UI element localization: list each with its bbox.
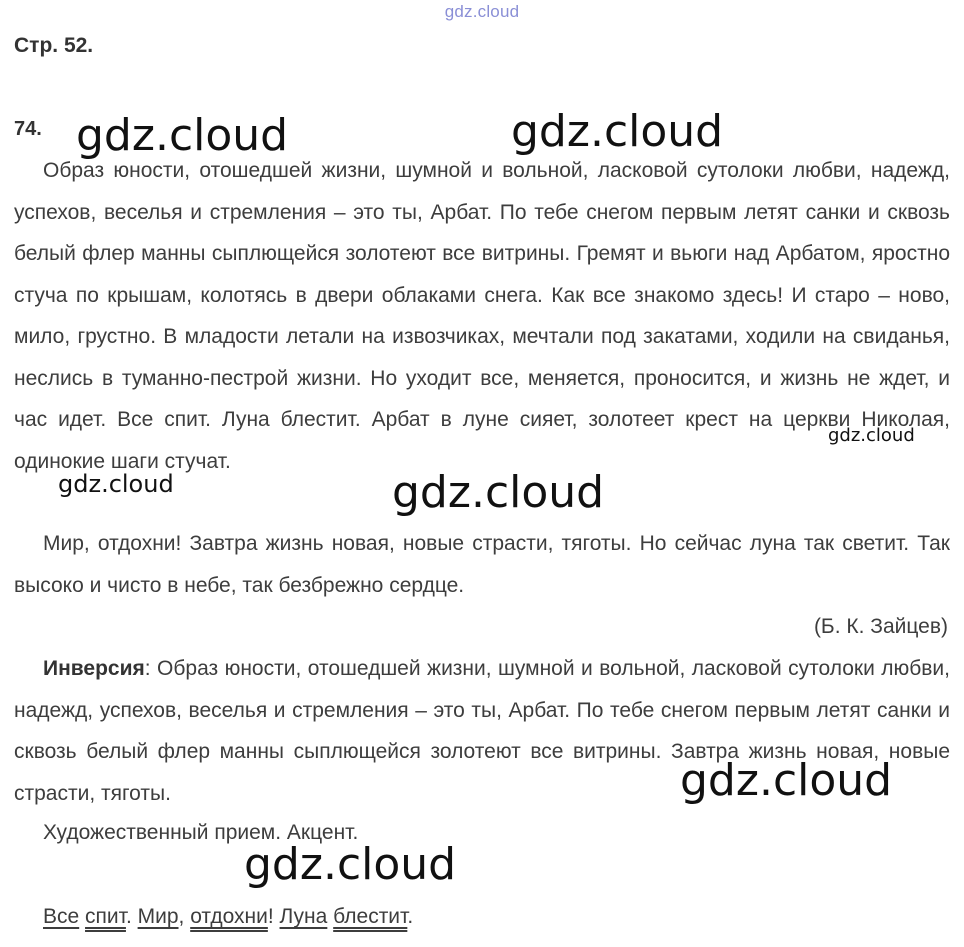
inversion-label: Инверсия bbox=[43, 657, 145, 680]
watermark-6: gdz.cloud bbox=[680, 755, 893, 806]
punct-dot-2: . bbox=[407, 905, 414, 928]
page-number: Стр. 52. bbox=[14, 34, 94, 57]
artistic-device: Художественный прием. Акцент. bbox=[43, 821, 359, 844]
watermark-1: gdz.cloud bbox=[76, 110, 289, 161]
punct-excl: ! bbox=[267, 905, 280, 928]
punct-dot-1: . bbox=[125, 905, 138, 928]
punct-comma: , bbox=[178, 905, 191, 928]
watermark-3: gdz.cloud bbox=[828, 425, 915, 446]
sentence-analysis bbox=[43, 896, 413, 938]
watermark-7: gdz.cloud bbox=[244, 839, 457, 890]
subject-1: Все bbox=[43, 905, 80, 928]
paragraph-2-text: Мир, отдохни! Завтра жизнь новая, новые страсти, тяготы. Но сейчас луна так светит. Так высоко и чисто в небе, так безбрежно сердце. bbox=[14, 532, 950, 597]
watermark-4: gdz.cloud bbox=[58, 470, 174, 498]
exercise-number: 74. bbox=[14, 118, 42, 140]
predicate-3: блестит bbox=[333, 905, 408, 928]
paragraph-1 bbox=[14, 150, 950, 482]
predicate-1: спит bbox=[85, 905, 126, 928]
site-watermark: gdz.cloud bbox=[444, 2, 520, 21]
predicate-2: отдохни bbox=[190, 905, 268, 928]
paragraph-2 bbox=[14, 523, 950, 606]
author-attribution: (Б. К. Зайцев) bbox=[813, 615, 948, 638]
paragraph-1-text: Образ юности, отошедшей жизни, шумной и вольной, ласковой сутолоки любви, надежд, успехов, веселья и стремления – это ты, Арбат. По тебе снегом первым летят санки и сквозь белый флер манны сыплющейся золотеют все витрины. Гремят и вьюги над Арбатом, яростно стуча по крышам, колотясь в двери облаками снега. Как все знакомо здесь! И старо – ново, мило, грустно. В младости летали на извозчиках, мечтали под закатами, ходили на свиданья, неслись в туманно-пестрой жизни. Но уходит все, меняется, проносится, и жизнь не ждет, и час идет. Все спит. Луна блестит. Арбат в луне сияет, золотеет крест на церкви Николая, одинокие шаги стучат. bbox=[14, 159, 950, 473]
subject-3: Луна bbox=[279, 905, 328, 928]
watermark-5: gdz.cloud bbox=[392, 467, 605, 518]
inversion-text: : Образ юности, отошедшей жизни, шумной и вольной, ласковой сутолоки любви, надежд, успехов, веселья и стремления – это ты, Арбат. По тебе снегом первым летят санки и сквозь белый флер манны сыплющейся золотеют все витрины. Завтра жизнь новая, новые страсти, тяготы. bbox=[14, 657, 950, 805]
watermark-2: gdz.cloud bbox=[511, 106, 724, 157]
subject-2: Мир bbox=[137, 905, 179, 928]
